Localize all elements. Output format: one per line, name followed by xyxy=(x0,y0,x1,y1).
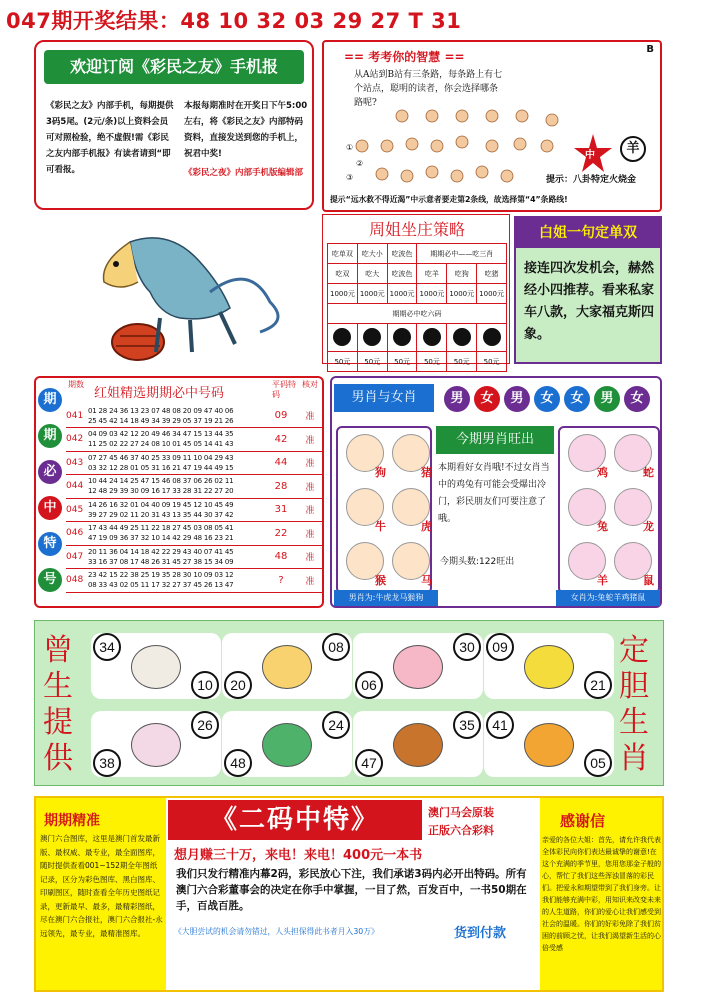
history-table xyxy=(66,404,322,593)
zodiac-box xyxy=(484,711,614,777)
draw-result-title: 047期开奖结果：48 10 32 03 29 27 T 31 xyxy=(6,9,462,33)
gender-mid-text: 本期看好女肖哦!不过女肖当中的鸡兔有可能会受爆出冷门，彩民朋友们可要注意了哦。 xyxy=(438,463,550,524)
history-head-code: 平码特码 xyxy=(272,380,296,399)
zodiac-box xyxy=(222,633,352,699)
history-line: 25 45 42 14 18 49 34 39 29 05 37 19 21 26 xyxy=(88,416,234,425)
history-numbers xyxy=(88,569,264,593)
aunt-zhou-cell: 吃双 xyxy=(328,264,358,284)
footer-panel xyxy=(34,796,664,992)
animal-label: 虎 xyxy=(421,520,432,533)
history-line: 33 16 37 08 17 48 26 31 45 27 38 15 34 09 xyxy=(88,557,234,566)
animal-label: 猴 xyxy=(375,574,386,587)
black-ball-icon xyxy=(363,328,381,346)
aunt-zhou-six-amount: 50元 xyxy=(387,352,417,372)
aunt-zhou-table xyxy=(327,243,507,372)
aunt-zhou-amount: 1000元 xyxy=(477,284,507,304)
puzzle-panel xyxy=(322,40,662,212)
zodiac-number-top: 24 xyxy=(322,711,350,739)
puzzle-corner: B xyxy=(646,44,654,55)
history-side xyxy=(38,388,64,592)
lion-icon xyxy=(393,723,443,767)
history-line: 20 11 36 04 14 18 42 22 29 43 40 07 41 45 xyxy=(88,547,234,556)
aunt-zhou-amount: 1000元 xyxy=(387,284,417,304)
animal-label: 马 xyxy=(421,574,432,587)
aunt-zhou-ball xyxy=(417,324,447,352)
footer-bottom-pay: 货到付款 xyxy=(454,926,507,941)
subscribe-panel xyxy=(34,40,314,210)
animal-item xyxy=(390,434,432,482)
aunt-zhou-ball xyxy=(447,324,477,352)
footer-bottom-note: 《大胆尝试的机会请勿错过，人头担保得此书者月入30万》 xyxy=(174,927,379,936)
history-head-period: 期数 xyxy=(68,380,84,389)
history-head-check: 核对 xyxy=(302,380,318,389)
side-char: 必 xyxy=(38,460,62,484)
subscribe-left-text: 《彩民之友》内部手机，每期提供3码5尾。(2元/条)以上资料会员可对照检验，绝不虚假!需《彩民之友内部手机报》有读者请到“即可看报。 xyxy=(46,101,174,175)
history-line: 23 42 15 22 38 25 19 35 28 30 10 09 03 12 xyxy=(88,571,234,580)
gender-mid-title: 今期男肖旺出 xyxy=(436,426,554,454)
male-footer: 男肖为:牛虎龙马猴狗 xyxy=(334,590,438,606)
zodiac-number-bottom: 38 xyxy=(93,749,121,777)
zodiac-number-top: 09 xyxy=(486,633,514,661)
aunt-zhou-amount: 1000元 xyxy=(417,284,447,304)
animal-item xyxy=(612,434,654,482)
aunt-zhou-six-amount: 50元 xyxy=(477,352,507,372)
animal-label: 羊 xyxy=(597,574,608,587)
puzzle-animal-grid xyxy=(342,106,572,196)
history-period: 043 xyxy=(66,451,88,475)
female-footer: 女肖为:兔蛇羊鸡猪鼠 xyxy=(556,590,660,606)
history-line: 39 27 29 02 11 20 31 43 13 35 44 30 37 42 xyxy=(88,510,234,519)
history-period: 044 xyxy=(66,475,88,499)
female-animals xyxy=(558,426,660,594)
pig-icon xyxy=(393,645,443,689)
zodiac-number-bottom: 20 xyxy=(224,671,252,699)
history-code: 44 xyxy=(264,451,298,475)
footer-right-title: 感谢信 xyxy=(560,812,606,830)
history-period: 041 xyxy=(66,404,88,428)
history-period: 045 xyxy=(66,498,88,522)
history-period: 046 xyxy=(66,522,88,546)
history-panel xyxy=(34,376,324,608)
gender-mid-count: 今期头数:122旺出 xyxy=(440,557,515,567)
gender-title: 男肖与女肖 xyxy=(334,384,434,412)
gender-tag: 女 xyxy=(564,386,590,412)
gender-tag: 女 xyxy=(624,386,650,412)
aunt-zhou-amount: 1000元 xyxy=(328,284,358,304)
goat-icon xyxy=(131,645,181,689)
zodiac-number-top: 35 xyxy=(453,711,481,739)
aunt-zhou-ball xyxy=(357,324,387,352)
animal-label: 鸡 xyxy=(597,466,608,479)
puzzle-footer: 提示“远水救不得近渴”中示意者要走第2条线，故选择第“4”条路线! xyxy=(330,195,568,204)
gender-tag: 女 xyxy=(534,386,560,412)
zodiac-box xyxy=(353,633,483,699)
animal-label: 鼠 xyxy=(643,574,654,587)
history-line: 12 48 29 39 30 09 16 17 33 28 31 22 27 20 xyxy=(88,487,234,496)
bai-jie-panel xyxy=(514,216,662,364)
history-head-title: 红姐精选期期必中号码 xyxy=(94,386,225,401)
history-line: 17 43 44 49 25 11 22 18 27 45 03 08 05 41 xyxy=(88,524,234,533)
black-ball-icon xyxy=(453,328,471,346)
gender-mid xyxy=(436,426,554,594)
history-row xyxy=(66,498,322,522)
svg-text:②: ② xyxy=(356,159,364,168)
history-check: 准 xyxy=(298,522,322,546)
history-line: 47 19 09 36 37 32 10 14 42 29 48 16 23 21 xyxy=(88,534,234,543)
aunt-zhou-head: 期期必中——吃三肖 xyxy=(417,244,507,264)
history-line: 14 26 16 32 01 04 40 09 19 45 12 10 45 49 xyxy=(88,500,234,509)
chick-icon xyxy=(524,645,574,689)
black-ball-icon xyxy=(483,328,501,346)
aunt-zhou-amount: 1000元 xyxy=(447,284,477,304)
animal-label: 兔 xyxy=(597,520,608,533)
zodiac-number-bottom: 10 xyxy=(191,671,219,699)
puzzle-animals-icon xyxy=(342,106,572,196)
footer-right-text: 亲爱的各位大姐：首先，请允许我代表全体彩民向你们表达最诚挚的谢意!在这个充满的季节里，您用您那金子般的心，帮忙了我们这些浑浊冒落的彩民们。把爱永和期望带到了我们身旁。让我们能够充满中彩，用知识来改变未来的人生道路，你们的爱心让我们感受到社会的温暖。你们的好彩免除了我们贫困的前顾之忧，让我们渴望新生活的心倍受感 xyxy=(542,836,661,952)
zodiac-number-top: 30 xyxy=(453,633,481,661)
history-line: 03 32 12 28 01 05 31 16 21 47 19 44 49 15 xyxy=(88,463,234,472)
aunt-zhou-amount: 1000元 xyxy=(357,284,387,304)
zodiac-number-top: 26 xyxy=(191,711,219,739)
history-line: 08 33 43 02 05 11 17 32 27 37 45 26 13 47 xyxy=(88,581,234,590)
footer-left-title: 期期精准 xyxy=(44,813,100,829)
zodiac-number-bottom: 05 xyxy=(584,749,612,777)
rooster-icon xyxy=(262,645,312,689)
history-check: 准 xyxy=(298,451,322,475)
aunt-zhou-ball xyxy=(387,324,417,352)
aunt-zhou-six-label: 期期必中吃六码 xyxy=(328,304,507,324)
male-animals xyxy=(336,426,432,594)
animal-item xyxy=(344,434,386,482)
bai-jie-text: 接连四次发机会，赫然经小四推荐。看来私家车八款，大家福克斯四象。 xyxy=(524,261,655,342)
aunt-zhou-cell: 吃大 xyxy=(357,264,387,284)
zodiac-number-bottom: 06 xyxy=(355,671,383,699)
history-row xyxy=(66,428,322,452)
zodiac-panel xyxy=(34,620,664,786)
history-line: 07 27 45 46 37 40 25 33 09 11 10 04 29 43 xyxy=(88,453,234,462)
history-period: 048 xyxy=(66,569,88,593)
history-check: 准 xyxy=(298,404,322,428)
puzzle-question: 从A站到B站有三条路，每条路上有七个站点，聪明的读者，你会选择哪条路呢? xyxy=(354,70,503,108)
gender-tag: 男 xyxy=(444,386,470,412)
history-code: 42 xyxy=(264,428,298,452)
rabbit-icon xyxy=(131,723,181,767)
history-row xyxy=(66,451,322,475)
zodiac-box xyxy=(353,711,483,777)
zodiac-right-text: 定胆生肖 xyxy=(619,633,649,776)
history-row xyxy=(66,569,322,593)
aunt-zhou-six-amount: 50元 xyxy=(447,352,477,372)
history-row xyxy=(66,404,322,428)
side-char: 号 xyxy=(38,568,62,592)
zodiac-number-bottom: 47 xyxy=(355,749,383,777)
gender-tag: 女 xyxy=(474,386,500,412)
aunt-zhou-cell: 吃波色 xyxy=(387,264,417,284)
zodiac-box xyxy=(222,711,352,777)
animal-item xyxy=(612,542,654,590)
side-char: 期 xyxy=(38,388,62,412)
subscribe-title: 欢迎订阅《彩民之友》手机报 xyxy=(44,50,304,84)
history-code: 48 xyxy=(264,545,298,569)
history-numbers xyxy=(88,475,264,499)
footer-slogan: 想月赚三十万，来电！来电！400元一本书 xyxy=(174,848,423,863)
gender-tags xyxy=(444,386,664,412)
aunt-zhou-cell: 吃猪 xyxy=(477,264,507,284)
animal-item xyxy=(566,542,608,590)
aunt-zhou-head: 吃大小 xyxy=(357,244,387,264)
history-numbers xyxy=(88,451,264,475)
animal-item xyxy=(390,542,432,590)
history-period: 047 xyxy=(66,545,88,569)
zodiac-number-top: 34 xyxy=(93,633,121,661)
zodiac-box xyxy=(484,633,614,699)
animal-item xyxy=(344,488,386,536)
animal-item xyxy=(344,542,386,590)
aunt-zhou-six-amount: 50元 xyxy=(328,352,358,372)
animal-label: 猪 xyxy=(421,466,432,479)
history-check: 准 xyxy=(298,428,322,452)
aunt-zhou-six-amount: 50元 xyxy=(357,352,387,372)
side-char: 期 xyxy=(38,424,62,448)
side-char: 中 xyxy=(38,496,62,520)
aunt-zhou-cell: 吃狗 xyxy=(447,264,477,284)
history-row xyxy=(66,522,322,546)
history-numbers xyxy=(88,498,264,522)
svg-text:①: ① xyxy=(346,143,354,152)
qilin-illustration xyxy=(60,222,310,362)
puzzle-tag-right: 羊 xyxy=(620,136,646,162)
gender-tag: 男 xyxy=(504,386,530,412)
footer-side-title2: 正版六合彩料 xyxy=(428,824,494,837)
zodiac-box xyxy=(91,711,221,777)
aunt-zhou-cell: 吃羊 xyxy=(417,264,447,284)
history-check: 准 xyxy=(298,475,322,499)
history-line: 04 09 03 42 12 20 49 46 34 47 15 13 44 35 xyxy=(88,430,234,439)
zodiac-number-bottom: 21 xyxy=(584,671,612,699)
subscribe-right-text: 本报每期准时在开奖日下午5:00左右，将《彩民之友》内部特码资料，直接发送到您的手机上，祝君中奖! xyxy=(184,101,308,159)
history-row xyxy=(66,545,322,569)
footer-left-text: 澳门六合图库，这里是澳门首发最新版、最权威、最专业，最全面图库，随时提供查看001~152期全年图纸记录，区分为彩色图库、黑白图库、印刷图区，随时查看全年历史图纸记录，更新最早、最多，最精彩图纸，尽在澳门六合报社，澳门六合报社-永远领先，最专业，最精准图库。 xyxy=(40,834,163,938)
history-line: 01 28 24 36 13 23 07 48 08 20 09 47 40 06 xyxy=(88,406,234,415)
black-ball-icon xyxy=(333,328,351,346)
zodiac-number-top: 41 xyxy=(486,711,514,739)
history-code: 28 xyxy=(264,475,298,499)
history-code: 09 xyxy=(264,404,298,428)
animal-item xyxy=(612,488,654,536)
aunt-zhou-title: 周姐坐庄策略 xyxy=(368,220,465,239)
history-check: 准 xyxy=(298,569,322,593)
history-code: 22 xyxy=(264,522,298,546)
gender-tag: 男 xyxy=(594,386,620,412)
footer-side-title1: 澳门马会原装 xyxy=(428,806,494,819)
footer-center xyxy=(166,798,540,990)
zodiac-box xyxy=(91,633,221,699)
history-line: 10 44 24 14 25 47 15 46 08 37 06 26 02 11 xyxy=(88,477,234,486)
puzzle-title: == 考考你的智慧 == xyxy=(344,50,465,64)
snake-icon xyxy=(262,723,312,767)
gender-panel xyxy=(330,376,662,608)
history-numbers xyxy=(88,522,264,546)
puzzle-star xyxy=(574,134,612,172)
history-numbers xyxy=(88,545,264,569)
zodiac-number-bottom: 48 xyxy=(224,749,252,777)
footer-main-title: 《二码中特》 xyxy=(168,800,422,840)
side-char: 特 xyxy=(38,532,62,556)
footer-body: 我们只发行精准内幕2码，彩民放心下注，我们承诺3码内必开出特码。所有澳门六合彩董事会的决定在你手中掌握，一目了然，百发百中，一书50期在手，百战百胜。 xyxy=(176,868,527,912)
aunt-zhou-ball xyxy=(477,324,507,352)
aunt-zhou-head: 吃单双 xyxy=(328,244,358,264)
aunt-zhou-ball xyxy=(328,324,358,352)
bai-jie-title: 白姐一句定单双 xyxy=(516,218,660,248)
history-numbers xyxy=(88,404,264,428)
black-ball-icon xyxy=(393,328,411,346)
animal-item xyxy=(566,488,608,536)
qilin-icon xyxy=(60,222,310,362)
animal-item xyxy=(566,434,608,482)
mouse-icon xyxy=(524,723,574,767)
subscribe-footer: 《彩民之夜》内部手机版编辑部 xyxy=(184,168,304,178)
svg-text:③: ③ xyxy=(346,173,354,182)
history-line: 11 25 02 22 27 24 08 10 01 45 05 14 41 43 xyxy=(88,440,234,449)
animal-label: 蛇 xyxy=(643,466,654,479)
animal-label: 狗 xyxy=(375,466,386,479)
history-row xyxy=(66,475,322,499)
animal-label: 牛 xyxy=(375,520,386,533)
zodiac-number-top: 08 xyxy=(322,633,350,661)
puzzle-hint: 提示：八卦特定火烧金 xyxy=(546,175,637,185)
history-period: 042 xyxy=(66,428,88,452)
history-numbers xyxy=(88,428,264,452)
history-check: 准 xyxy=(298,545,322,569)
history-code: 31 xyxy=(264,498,298,522)
zodiac-left-text: 曾生提供 xyxy=(43,633,73,776)
aunt-zhou-six-amount: 50元 xyxy=(417,352,447,372)
black-ball-icon xyxy=(423,328,441,346)
aunt-zhou-head: 吃波色 xyxy=(387,244,417,264)
animal-item xyxy=(390,488,432,536)
history-check: 准 xyxy=(298,498,322,522)
history-code: ? xyxy=(264,569,298,593)
aunt-zhou-panel xyxy=(322,214,510,364)
animal-label: 龙 xyxy=(643,520,654,533)
puzzle-tag-left: 中 xyxy=(585,150,595,161)
